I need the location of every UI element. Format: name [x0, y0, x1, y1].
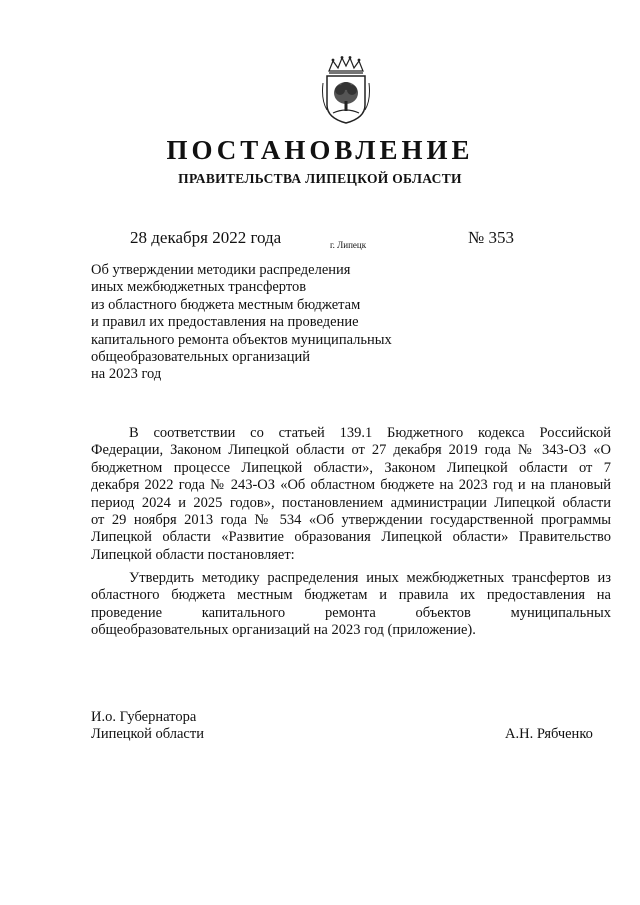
subject-line: на 2023 год	[91, 366, 162, 383]
signatory-position-line: Липецкой области	[91, 726, 204, 743]
subject-line: иных межбюджетных трансфертов	[91, 279, 307, 296]
paragraph-line: Липецкой области «Развитие образования Липецкой области» Правительство	[91, 529, 611, 546]
paragraph-line: декабря 2022 года № 243-ОЗ «Об областном бюджете на 2023 год и на плановый	[91, 477, 611, 494]
body-paragraph-1	[91, 425, 611, 564]
subject-line: из областного бюджета местным бюджетам	[91, 296, 361, 313]
subject-line: капитального ремонта объектов муниципальных	[91, 331, 392, 348]
paragraph-line: бюджетном процессе Липецкой области», Законом Липецкой области от 7	[91, 459, 611, 476]
paragraph-line: общеобразовательных организаций на 2023 год (приложение).	[91, 622, 476, 639]
document-subject	[91, 262, 431, 384]
paragraph-line: В соответствии со статьей 139.1 Бюджетного кодекса Российской	[129, 425, 611, 441]
signatory-position-line: И.о. Губернатора	[91, 709, 197, 725]
paragraph-line: Утвердить методику распределения иных межбюджетных трансфертов из	[129, 570, 611, 586]
document-city: г. Липецк	[330, 240, 367, 250]
paragraph-line: период 2024 и 2025 годов», постановлением администрации Липецкой области	[91, 494, 611, 511]
subject-line: общеобразовательных организаций	[91, 349, 310, 366]
body-paragraph-2	[91, 570, 611, 640]
signatory-name: А.Н. Рябченко	[505, 726, 593, 742]
paragraph-line: проведение капитального ремонта объектов муниципальных	[91, 604, 611, 621]
subject-line: и правил их предоставления на проведение	[91, 314, 359, 331]
document-subtitle: ПРАВИТЕЛЬСТВА ЛИПЕЦКОЙ ОБЛАСТИ	[178, 171, 462, 186]
paragraph-line: Липецкой области постановляет:	[91, 546, 295, 563]
paragraph-line: областного бюджета местным бюджетам и правила их предоставления на	[91, 587, 611, 604]
signatory-position	[91, 709, 204, 744]
document-number: № 353	[468, 228, 514, 247]
subject-line: Об утверждении методики распределения	[91, 262, 351, 278]
paragraph-line: Федерации, Законом Липецкой области от 27 декабря 2019 года № 343-ОЗ «О	[91, 442, 611, 459]
lipetsk-coat-of-arms-icon	[321, 55, 371, 125]
document-date: 28 декабря 2022 года	[130, 228, 282, 247]
document-title: ПОСТАНОВЛЕНИЕ	[166, 135, 474, 165]
paragraph-line: от 29 ноября 2013 года № 534 «Об утверждении государственной программы	[91, 512, 611, 529]
